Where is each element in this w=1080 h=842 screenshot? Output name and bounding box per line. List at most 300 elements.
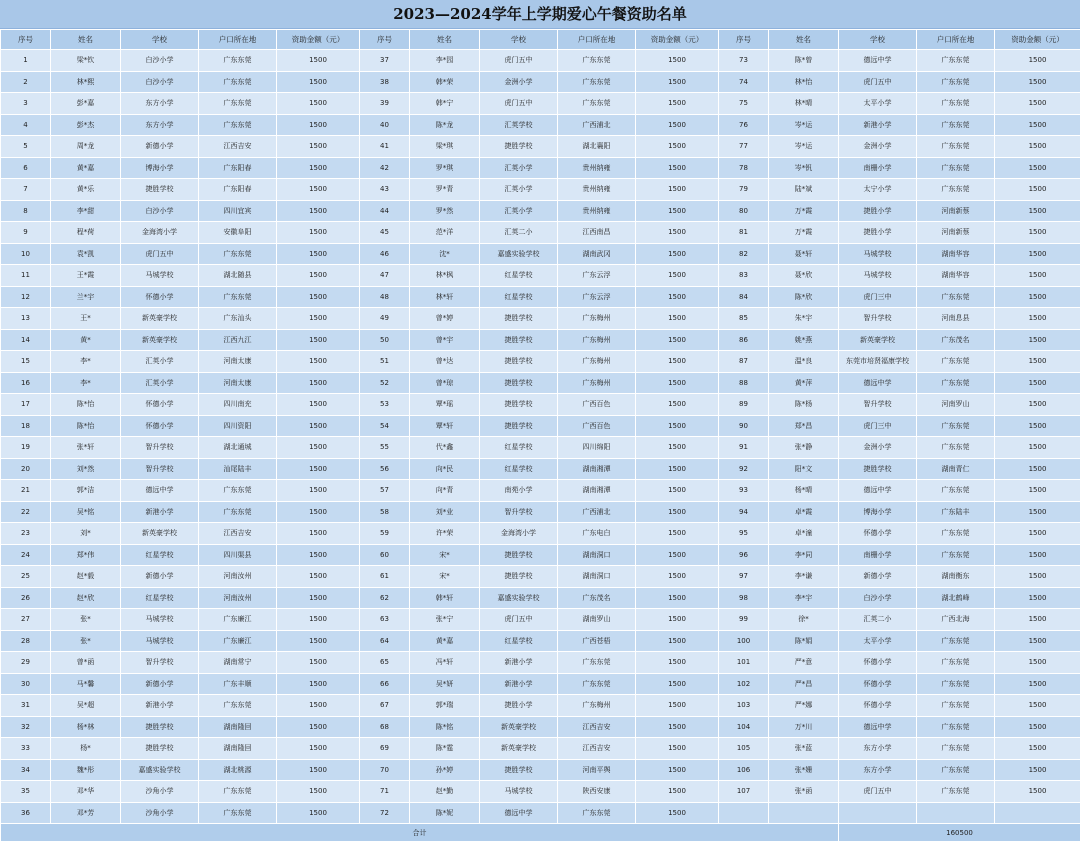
- school-cell: 智升学校: [480, 501, 558, 523]
- name-cell: 赵*欣: [51, 587, 121, 609]
- index-cell: 53: [360, 394, 410, 416]
- amount-cell: 1500: [636, 544, 719, 566]
- hukou-cell: 江西吉安: [558, 716, 636, 738]
- hukou-cell: 广东东莞: [917, 415, 995, 437]
- hukou-cell: 广东云浮: [558, 265, 636, 287]
- index-cell: 41: [360, 136, 410, 158]
- name-cell: 郑*伟: [51, 544, 121, 566]
- hukou-cell: 湖南隆回: [199, 716, 277, 738]
- name-cell: 李*: [51, 351, 121, 373]
- amount-cell: 1500: [277, 415, 360, 437]
- hukou-cell: 广东东莞: [917, 157, 995, 179]
- hukou-cell: 广东东莞: [199, 71, 277, 93]
- hukou-cell: 湖南洞口: [558, 566, 636, 588]
- school-cell: 怀德小学: [121, 394, 199, 416]
- table-row: [1, 50, 1080, 72]
- name-cell: 聂*欣: [769, 265, 839, 287]
- amount-cell: 1500: [636, 587, 719, 609]
- name-cell: [769, 802, 839, 824]
- index-cell: 11: [1, 265, 51, 287]
- name-cell: 姚*燕: [769, 329, 839, 351]
- school-cell: 智升学校: [121, 437, 199, 459]
- index-cell: 43: [360, 179, 410, 201]
- index-cell: 56: [360, 458, 410, 480]
- index-cell: 96: [719, 544, 769, 566]
- amount-cell: 1500: [995, 114, 1080, 136]
- name-cell: 彭*杰: [51, 114, 121, 136]
- name-cell: 郑*昌: [769, 415, 839, 437]
- hukou-cell: 河南新蔡: [917, 222, 995, 244]
- amount-cell: 1500: [277, 222, 360, 244]
- hukou-cell: 广东东莞: [917, 652, 995, 674]
- index-cell: 72: [360, 802, 410, 824]
- hukou-cell: 广东东莞: [917, 50, 995, 72]
- hukou-cell: 湖南武冈: [558, 243, 636, 265]
- index-cell: 32: [1, 716, 51, 738]
- index-cell: 18: [1, 415, 51, 437]
- index-cell: 73: [719, 50, 769, 72]
- name-cell: 魏*彤: [51, 759, 121, 781]
- amount-cell: 1500: [995, 200, 1080, 222]
- school-cell: 捷胜学校: [480, 394, 558, 416]
- amount-cell: 1500: [995, 93, 1080, 115]
- school-cell: 捷胜学校: [121, 179, 199, 201]
- table-body: [1, 50, 1080, 824]
- index-cell: 30: [1, 673, 51, 695]
- hukou-cell: 广东东莞: [558, 50, 636, 72]
- index-cell: 22: [1, 501, 51, 523]
- amount-cell: 1500: [995, 136, 1080, 158]
- hukou-cell: 广东东莞: [199, 93, 277, 115]
- index-cell: 55: [360, 437, 410, 459]
- school-cell: 金洲小学: [839, 437, 917, 459]
- hukou-cell: 广东陆丰: [917, 501, 995, 523]
- amount-cell: 1500: [995, 652, 1080, 674]
- amount-cell: 1500: [636, 695, 719, 717]
- amount-cell: 1500: [277, 695, 360, 717]
- hukou-cell: 广西浦北: [558, 501, 636, 523]
- table-row: [1, 136, 1080, 158]
- name-cell: 向*青: [410, 480, 480, 502]
- index-cell: 107: [719, 781, 769, 803]
- amount-cell: 1500: [995, 243, 1080, 265]
- amount-cell: 1500: [277, 781, 360, 803]
- name-cell: 黄*嘉: [410, 630, 480, 652]
- amount-cell: 1500: [277, 50, 360, 72]
- name-cell: 林*枫: [410, 265, 480, 287]
- amount-cell: 1500: [995, 458, 1080, 480]
- column-header: 学校: [480, 30, 558, 50]
- hukou-cell: 广东东莞: [917, 437, 995, 459]
- table-row: [1, 738, 1080, 760]
- table-row: [1, 566, 1080, 588]
- hukou-cell: 四川宜宾: [199, 200, 277, 222]
- school-cell: 太平小学: [839, 630, 917, 652]
- hukou-cell: 广东丰顺: [199, 673, 277, 695]
- name-cell: 兰*宇: [51, 286, 121, 308]
- hukou-cell: 广东东莞: [199, 480, 277, 502]
- index-cell: 69: [360, 738, 410, 760]
- index-cell: 97: [719, 566, 769, 588]
- index-cell: 90: [719, 415, 769, 437]
- index-cell: 25: [1, 566, 51, 588]
- school-cell: 捷胜小学: [839, 222, 917, 244]
- hukou-cell: 湖南华容: [917, 265, 995, 287]
- name-cell: 卓*霞: [769, 501, 839, 523]
- amount-cell: 1500: [636, 523, 719, 545]
- amount-cell: 1500: [636, 50, 719, 72]
- table-row: [1, 93, 1080, 115]
- index-cell: 29: [1, 652, 51, 674]
- school-cell: 虎门三中: [839, 415, 917, 437]
- hukou-cell: 广东东莞: [558, 802, 636, 824]
- school-cell: 德远中学: [480, 802, 558, 824]
- index-cell: 49: [360, 308, 410, 330]
- table-row: [1, 351, 1080, 373]
- index-cell: 103: [719, 695, 769, 717]
- amount-cell: 1500: [995, 759, 1080, 781]
- hukou-cell: 湖北襄阳: [558, 136, 636, 158]
- table-row: [1, 501, 1080, 523]
- column-header: 户口所在地: [558, 30, 636, 50]
- table-row: [1, 437, 1080, 459]
- hukou-cell: 广东东莞: [917, 93, 995, 115]
- name-cell: 袁*凯: [51, 243, 121, 265]
- amount-cell: 1500: [636, 415, 719, 437]
- amount-cell: 1500: [636, 566, 719, 588]
- hukou-cell: 广东东莞: [917, 716, 995, 738]
- amount-cell: 1500: [277, 480, 360, 502]
- hukou-cell: 广东汕头: [199, 308, 277, 330]
- amount-cell: [995, 802, 1080, 824]
- school-cell: 德远中学: [839, 50, 917, 72]
- hukou-cell: 江西九江: [199, 329, 277, 351]
- school-cell: 虎门五中: [480, 93, 558, 115]
- index-cell: 106: [719, 759, 769, 781]
- amount-cell: 1500: [995, 415, 1080, 437]
- index-cell: 14: [1, 329, 51, 351]
- name-cell: 梁*琪: [410, 136, 480, 158]
- amount-cell: 1500: [277, 71, 360, 93]
- index-cell: 66: [360, 673, 410, 695]
- amount-cell: 1500: [995, 523, 1080, 545]
- hukou-cell: 广东阳春: [199, 157, 277, 179]
- amount-cell: 1500: [636, 501, 719, 523]
- hukou-cell: 广东东莞: [199, 286, 277, 308]
- name-cell: 曾*函: [51, 652, 121, 674]
- school-cell: 沙角小学: [121, 781, 199, 803]
- school-cell: 红星学校: [480, 630, 558, 652]
- index-cell: 51: [360, 351, 410, 373]
- name-cell: 黄*乐: [51, 179, 121, 201]
- name-cell: 聂*轩: [769, 243, 839, 265]
- index-cell: 76: [719, 114, 769, 136]
- hukou-cell: 湖北通城: [199, 437, 277, 459]
- amount-cell: 1500: [636, 286, 719, 308]
- column-header: 资助金额（元）: [277, 30, 360, 50]
- hukou-cell: [917, 802, 995, 824]
- table-row: [1, 114, 1080, 136]
- school-cell: 东方小学: [121, 114, 199, 136]
- school-cell: 新英豪学校: [121, 329, 199, 351]
- name-cell: 范*洋: [410, 222, 480, 244]
- amount-cell: 1500: [995, 265, 1080, 287]
- hukou-cell: 河南罗山: [917, 394, 995, 416]
- hukou-cell: 广东东莞: [199, 781, 277, 803]
- table-row: [1, 695, 1080, 717]
- name-cell: 万*霞: [769, 222, 839, 244]
- hukou-cell: 广西苍梧: [558, 630, 636, 652]
- school-cell: 东方小学: [839, 738, 917, 760]
- school-cell: 捷胜学校: [480, 544, 558, 566]
- amount-cell: 1500: [995, 544, 1080, 566]
- hukou-cell: 河南新蔡: [917, 200, 995, 222]
- amount-cell: 1500: [277, 673, 360, 695]
- name-cell: 杨*晴: [769, 480, 839, 502]
- index-cell: 77: [719, 136, 769, 158]
- amount-cell: 1500: [277, 394, 360, 416]
- index-cell: 34: [1, 759, 51, 781]
- index-cell: 2: [1, 71, 51, 93]
- table-row: [1, 480, 1080, 502]
- index-cell: 5: [1, 136, 51, 158]
- school-cell: 金洲小学: [839, 136, 917, 158]
- hukou-cell: 广东东莞: [917, 673, 995, 695]
- hukou-cell: 广东东莞: [917, 71, 995, 93]
- school-cell: 怀德小学: [121, 286, 199, 308]
- amount-cell: 1500: [636, 71, 719, 93]
- amount-cell: 1500: [277, 738, 360, 760]
- name-cell: 陈*怡: [51, 415, 121, 437]
- index-cell: 64: [360, 630, 410, 652]
- name-cell: 黄*萍: [769, 372, 839, 394]
- table-row: [1, 609, 1080, 631]
- amount-cell: 1500: [995, 781, 1080, 803]
- name-cell: 宋*: [410, 544, 480, 566]
- school-cell: 红星学校: [480, 265, 558, 287]
- name-cell: 罗*然: [410, 200, 480, 222]
- index-cell: 33: [1, 738, 51, 760]
- index-cell: 58: [360, 501, 410, 523]
- index-cell: 67: [360, 695, 410, 717]
- index-cell: 71: [360, 781, 410, 803]
- index-cell: 48: [360, 286, 410, 308]
- name-cell: 郭*瑞: [410, 695, 480, 717]
- school-cell: 新港小学: [480, 652, 558, 674]
- hukou-cell: 广东梅州: [558, 372, 636, 394]
- aid-table: [0, 29, 1080, 842]
- amount-cell: 1500: [636, 738, 719, 760]
- index-cell: 23: [1, 523, 51, 545]
- hukou-cell: 广东梅州: [558, 308, 636, 330]
- name-cell: 杨*: [51, 738, 121, 760]
- name-cell: 陆*斌: [769, 179, 839, 201]
- school-cell: 金海湾小学: [480, 523, 558, 545]
- school-cell: 新港小学: [839, 114, 917, 136]
- school-cell: 怀德小学: [839, 695, 917, 717]
- school-cell: 德远中学: [839, 480, 917, 502]
- index-cell: 87: [719, 351, 769, 373]
- school-cell: 红星学校: [480, 286, 558, 308]
- school-cell: 沙角小学: [121, 802, 199, 824]
- hukou-cell: 广东梅州: [558, 695, 636, 717]
- amount-cell: 1500: [636, 372, 719, 394]
- school-cell: [839, 802, 917, 824]
- name-cell: 曾*婷: [410, 308, 480, 330]
- table-row: [1, 222, 1080, 244]
- school-cell: 捷胜学校: [480, 351, 558, 373]
- total-label: 合计: [1, 824, 839, 842]
- hukou-cell: 广东廉江: [199, 630, 277, 652]
- index-cell: 92: [719, 458, 769, 480]
- amount-cell: 1500: [995, 329, 1080, 351]
- index-cell: 7: [1, 179, 51, 201]
- school-cell: 智升学校: [839, 394, 917, 416]
- school-cell: 新英豪学校: [480, 716, 558, 738]
- amount-cell: 1500: [636, 114, 719, 136]
- amount-cell: 1500: [995, 71, 1080, 93]
- index-cell: 24: [1, 544, 51, 566]
- index-cell: 80: [719, 200, 769, 222]
- school-cell: 捷胜学校: [480, 372, 558, 394]
- amount-cell: 1500: [636, 93, 719, 115]
- school-cell: 捷胜小学: [480, 695, 558, 717]
- name-cell: 陈*娟: [769, 630, 839, 652]
- hukou-cell: 湖南隆回: [199, 738, 277, 760]
- name-cell: 刘*业: [410, 501, 480, 523]
- index-cell: 62: [360, 587, 410, 609]
- hukou-cell: 广东廉江: [199, 609, 277, 631]
- name-cell: 陈*铭: [410, 716, 480, 738]
- school-cell: 汇英二小: [480, 222, 558, 244]
- hukou-cell: 广东梅州: [558, 351, 636, 373]
- name-cell: 岑*运: [769, 114, 839, 136]
- school-cell: 博海小学: [839, 501, 917, 523]
- hukou-cell: 湖北随县: [199, 265, 277, 287]
- amount-cell: 1500: [277, 630, 360, 652]
- index-cell: 104: [719, 716, 769, 738]
- amount-cell: 1500: [277, 157, 360, 179]
- index-cell: 8: [1, 200, 51, 222]
- amount-cell: 1500: [636, 781, 719, 803]
- column-header: 学校: [839, 30, 917, 50]
- name-cell: 李*: [51, 372, 121, 394]
- hukou-cell: 广东东莞: [917, 480, 995, 502]
- name-cell: 陈*龙: [410, 114, 480, 136]
- index-cell: 68: [360, 716, 410, 738]
- school-cell: 新德小学: [121, 673, 199, 695]
- hukou-cell: 陕西安康: [558, 781, 636, 803]
- amount-cell: 1500: [636, 157, 719, 179]
- amount-cell: 1500: [995, 630, 1080, 652]
- name-cell: 温*良: [769, 351, 839, 373]
- school-cell: 南栅小学: [839, 157, 917, 179]
- index-cell: 94: [719, 501, 769, 523]
- school-cell: 汇英学校: [480, 114, 558, 136]
- table-row: [1, 802, 1080, 824]
- hukou-cell: 湖南青仁: [917, 458, 995, 480]
- hukou-cell: 河南汝州: [199, 587, 277, 609]
- name-cell: 陈*杨: [769, 394, 839, 416]
- hukou-cell: 湖南湘潭: [558, 480, 636, 502]
- amount-cell: 1500: [636, 179, 719, 201]
- table-row: [1, 200, 1080, 222]
- name-cell: 黄*: [51, 329, 121, 351]
- hukou-cell: 广东东莞: [917, 695, 995, 717]
- name-cell: 万*川: [769, 716, 839, 738]
- amount-cell: 1500: [995, 437, 1080, 459]
- amount-cell: 1500: [277, 587, 360, 609]
- hukou-cell: 湖南罗山: [558, 609, 636, 631]
- name-cell: 梁*钦: [51, 50, 121, 72]
- amount-cell: 1500: [277, 351, 360, 373]
- school-cell: 怀德小学: [839, 673, 917, 695]
- amount-cell: 1500: [636, 200, 719, 222]
- amount-cell: 1500: [636, 394, 719, 416]
- index-cell: 83: [719, 265, 769, 287]
- index-cell: 20: [1, 458, 51, 480]
- amount-cell: 1500: [995, 286, 1080, 308]
- school-cell: 怀德小学: [839, 652, 917, 674]
- school-cell: 太平小学: [839, 93, 917, 115]
- index-cell: 37: [360, 50, 410, 72]
- school-cell: 捷胜学校: [121, 738, 199, 760]
- school-cell: 新英豪学校: [480, 738, 558, 760]
- hukou-cell: 广西北海: [917, 609, 995, 631]
- name-cell: 邓*华: [51, 781, 121, 803]
- hukou-cell: 广西百色: [558, 415, 636, 437]
- name-cell: 许*荣: [410, 523, 480, 545]
- school-cell: 汇英小学: [480, 157, 558, 179]
- name-cell: 杨*林: [51, 716, 121, 738]
- amount-cell: 1500: [636, 265, 719, 287]
- index-cell: 19: [1, 437, 51, 459]
- name-cell: 张*轩: [51, 437, 121, 459]
- name-cell: 张*: [51, 609, 121, 631]
- hukou-cell: 四川渠县: [199, 544, 277, 566]
- name-cell: 陈*怡: [51, 394, 121, 416]
- hukou-cell: 广东东莞: [558, 652, 636, 674]
- name-cell: 韩*荣: [410, 71, 480, 93]
- hukou-cell: 广东梅州: [558, 329, 636, 351]
- index-cell: 101: [719, 652, 769, 674]
- hukou-cell: 江西南昌: [558, 222, 636, 244]
- index-cell: 102: [719, 673, 769, 695]
- index-cell: 81: [719, 222, 769, 244]
- school-cell: 白沙小学: [121, 200, 199, 222]
- index-cell: 16: [1, 372, 51, 394]
- amount-cell: 1500: [995, 695, 1080, 717]
- school-cell: 新德小学: [121, 136, 199, 158]
- name-cell: 曾*达: [410, 351, 480, 373]
- amount-cell: 1500: [995, 609, 1080, 631]
- school-cell: 怀德小学: [121, 415, 199, 437]
- hukou-cell: 湖北鹤峰: [917, 587, 995, 609]
- school-cell: 新德小学: [839, 566, 917, 588]
- table-row: [1, 759, 1080, 781]
- index-cell: 57: [360, 480, 410, 502]
- amount-cell: 1500: [636, 652, 719, 674]
- index-cell: 95: [719, 523, 769, 545]
- column-header: 户口所在地: [917, 30, 995, 50]
- index-cell: 6: [1, 157, 51, 179]
- school-cell: 虎门五中: [839, 71, 917, 93]
- index-cell: 17: [1, 394, 51, 416]
- name-cell: 刘*: [51, 523, 121, 545]
- header-row: [1, 30, 1080, 50]
- index-cell: 65: [360, 652, 410, 674]
- amount-cell: 1500: [277, 179, 360, 201]
